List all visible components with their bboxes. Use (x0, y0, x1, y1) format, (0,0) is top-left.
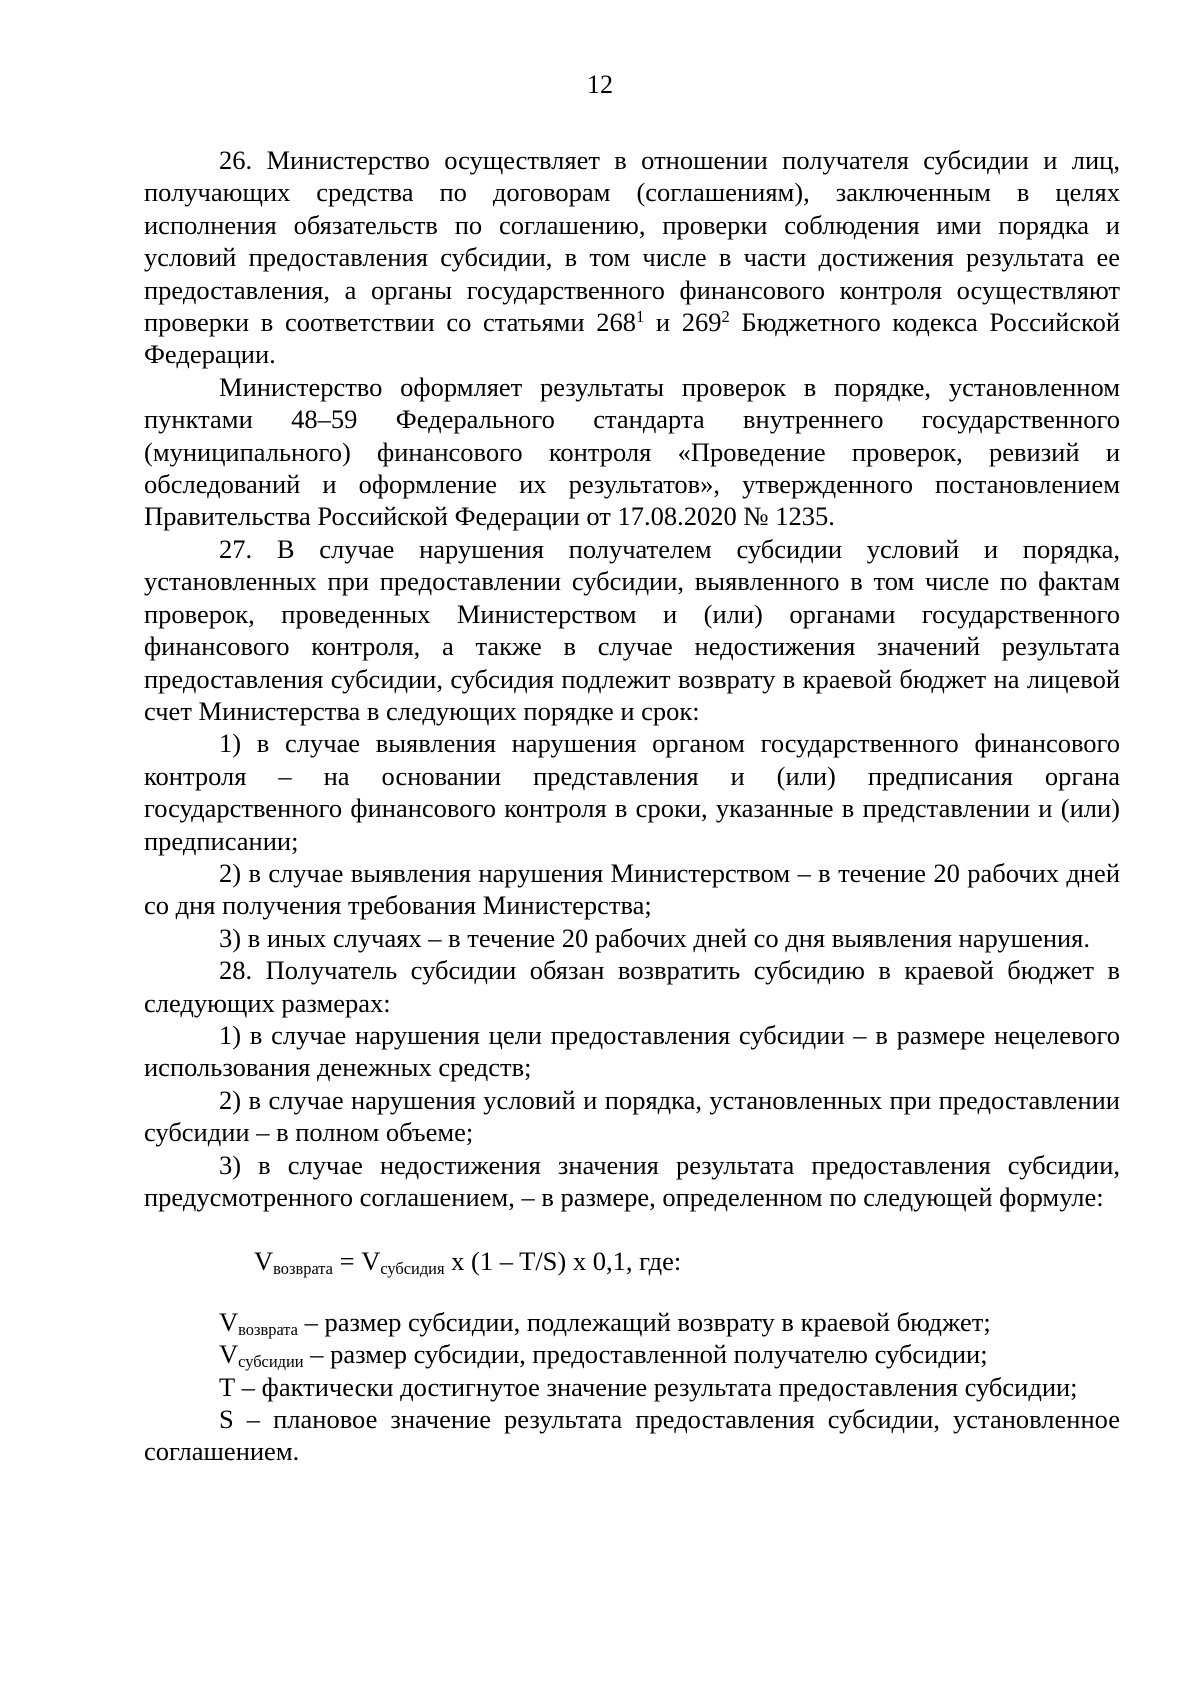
paragraph-28-item-2: 2) в случае нарушения условий и порядка, установленных при предоставлении субсидии – в полном объеме; (144, 1084, 1120, 1148)
paragraph-26 (144, 144, 1120, 371)
definition-v-subsidy-symbol: V (219, 1339, 239, 1370)
paragraph-26-results: Министерство оформляет результаты проверок в порядке, установленном пунктами 48–59 Федерального стандарта внутреннего государственного (муниципального) финансового контроля «Проведение проверок, ревизий и обследований и оформление их результатов», утвержденного постановлением Правительства Российской Федерации от 17.08.2020 № 1235. (144, 371, 1120, 532)
superscript-1: 1 (636, 307, 645, 326)
paragraph-28-item-3: 3) в случае недостижения значения результата предоставления субсидии, предусмотренного соглашением, – в размере, определенном по следующей формуле: (144, 1149, 1120, 1212)
paragraph-26-text-b: и 269 (644, 307, 722, 338)
formula-sub-refund: возврата (273, 1259, 333, 1279)
definition-v-subsidy (144, 1338, 1120, 1370)
definition-s: S – плановое значение результата предоставления субсидии, установленное соглашением. (144, 1404, 1120, 1467)
definition-v-subsidy-sub: субсидии (238, 1352, 304, 1372)
definition-v-refund-text: – размер субсидии, подлежащий возврату в краевой бюджет; (297, 1306, 991, 1337)
document-body (144, 144, 1120, 1468)
paragraph-28-item-1: 1) в случае нарушения цели предоставления субсидии – в размере нецелевого использования денежных средств; (144, 1019, 1120, 1083)
formula-v-subsidy: V (361, 1246, 381, 1277)
paragraph-27-item-3: 3) в иных случаях – в течение 20 рабочих дней со дня выявления нарушения. (219, 922, 1090, 953)
definition-v-subsidy-text: – размер субсидии, предоставленной получателю субсидии; (303, 1339, 988, 1370)
definition-t: Т – фактически достигнутое значение результата предоставления субсидии; (219, 1371, 1078, 1402)
formula-v-refund: V (254, 1246, 274, 1277)
paragraph-27-item-1: 1) в случае выявления нарушения органом государственного финансового контроля – на основании представления и (или) предписания органа государственного финансового контроля в сроки, указанные в представлении и (или) предписании; (144, 728, 1120, 856)
page-number: 12 (587, 70, 613, 99)
definition-v-refund (144, 1306, 1120, 1338)
definition-v-refund-sub: возврата (238, 1319, 298, 1339)
refund-formula (144, 1245, 1120, 1277)
paragraph-27: 27. В случае нарушения получателем субсидии условий и порядка, установленных при предоставлении субсидии, выявленного в том числе по фактам проверок, проведенных Министерством и (или) органами государственного финансового контроля, а также в случае недостижения значений результата предоставления субсидии, субсидия подлежит возврату в краевой бюджет на лицевой счет Министерства в следующих порядке и срок: (144, 533, 1120, 726)
formula-equals: = (332, 1246, 362, 1277)
paragraph-26-text-c: Бюджетного кодекса Российской Федерации. (144, 307, 1121, 370)
formula-rest: x (1 – T/S) x 0,1, где: (444, 1246, 682, 1277)
paragraph-26-text-a: 26. Министерство осуществляет в отношении получателя субсидии и лиц, получающих средства по договорам (соглашениям), заключенным в целях исполнения обязательств по соглашению, проверки соблюдения ими порядка и условий предоставления субсидии, в том числе в части достижения результата ее предоставления, а органы государственного финансового контроля осуществляют проверки в соответствии со статьями 268 (144, 145, 1120, 338)
formula-sub-subsidy: субсидия (380, 1259, 445, 1279)
superscript-2: 2 (721, 307, 730, 326)
paragraph-27-item-2: 2) в случае выявления нарушения Министерством – в течение 20 рабочих дней со дня получения требования Министерства; (144, 857, 1120, 921)
definition-v-refund-symbol: V (219, 1306, 239, 1337)
paragraph-28: 28. Получатель субсидии обязан возвратить субсидию в краевой бюджет в следующих размерах: (144, 955, 1120, 1018)
